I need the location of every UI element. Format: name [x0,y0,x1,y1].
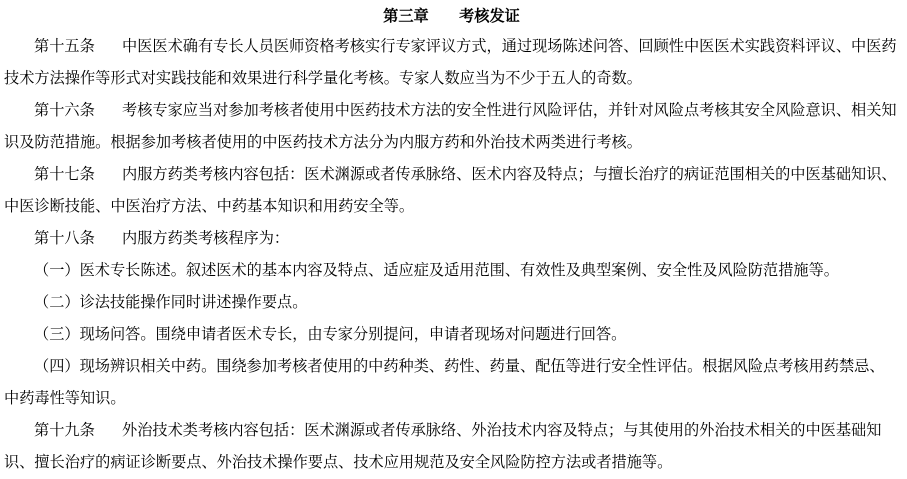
article-label: 第十六条 [34,101,95,119]
article-label: 第十五条 [34,37,95,55]
article-16 [4,94,899,158]
list-item: （一）医术专长陈述。叙述医术的基本内容及特点、适应症及适用范围、有效性及典型案例、安全性及风险防范措施等。 [34,261,839,279]
article-text: 外治技术类考核内容包括：医术渊源或者传承脉络、外治技术内容及特点；与其使用的外治技术相关的中医基础知识、擅长治疗的病证诊断要点、外治技术操作要点、技术应用规范及安全风险防控方法或者措施等。 [4,421,882,471]
article-label: 第十九条 [34,421,95,439]
article-17 [4,158,899,222]
article-text: 内服方药类考核内容包括：医术渊源或者传承脉络、医术内容及特点；与擅长治疗的病证范围相关的中医基础知识、中医诊断技能、中医治疗方法、中药基本知识和用药安全等。 [4,165,897,215]
article-19 [4,414,899,478]
list-item: （四）现场辨识相关中药。围绕参加考核者使用的中药种类、药性、药量、配伍等进行安全性评估。根据风险点考核用药禁忌、中药毒性等知识。 [4,357,885,407]
article-15 [4,30,899,94]
article-label: 第十七条 [34,165,95,183]
article-text: 考核专家应当对参加考核者使用中医药技术方法的安全性进行风险评估，并针对风险点考核其安全风险意识、相关知识及防范措施。根据参加考核者使用的中医药技术方法分为内服方药和外治技术两类进行考核。 [4,101,897,151]
list-item: （三）现场问答。围绕申请者医术专长，由专家分别提问，申请者现场对问题进行回答。 [34,325,627,343]
article-text: 内服方药类考核程序为： [122,229,290,247]
list-item: （二）诊法技能操作同时讲述操作要点。 [34,293,308,311]
article-label: 第十八条 [34,229,95,247]
chapter-title: 第三章 考核发证 [383,7,520,25]
article-text: 中医医术确有专长人员医师资格考核实行专家评议方式，通过现场陈述问答、回顾性中医医术实践资料评议、中医药技术方法操作等形式对实践技能和效果进行科学量化考核。专家人数应当为不少于五人的奇数。 [4,37,897,87]
article-18 [4,222,899,254]
